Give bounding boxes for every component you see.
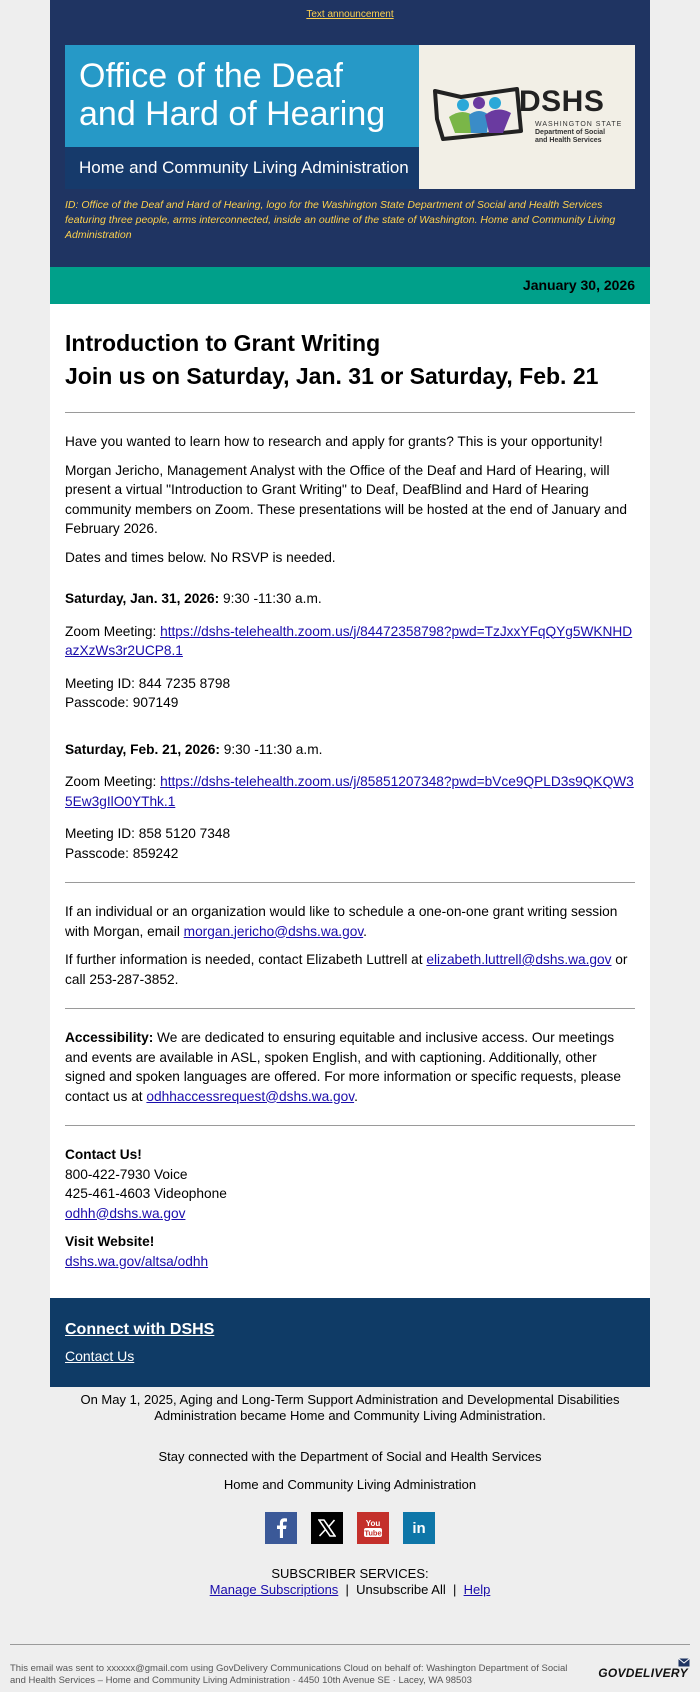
date-band: January 30, 2026	[50, 267, 650, 304]
description-text: Morgan Jericho, Management Analyst with the Office of the Deaf and Hard of Hearing, will present a virtual "Introduction to Grant Writing" to Deaf, DeafBlind and Hard of Hearing community members on Zoom. These presentations will be hosted at the end of January and February 2026.	[65, 462, 627, 536]
header	[50, 0, 650, 267]
accessibility-text: Accessibility: We are dedicated to ensuring equitable and inclusive access. Our meetings and events are available in ASL, spoken English, and with captioning. Additionally, other signed and spoken languages are offered. For more information or specific requests, please contact us at odhhaccessrequest@dshs.wa.gov.	[65, 1030, 621, 1104]
session-2-zoom-link[interactable]: https://dshs-telehealth.zoom.us/j/85851207348?pwd=bVce9QPLD3s9QKQW35Ew3gIlO0YThk.1	[65, 774, 634, 809]
subscriber-services: SUBSCRIBER SERVICES: Manage Subscriptions | Unsubscribe All | Help	[0, 1566, 700, 1598]
morgan-email-link[interactable]: morgan.jericho@dshs.wa.gov	[183, 923, 364, 939]
washington-people-logo-icon	[431, 83, 527, 143]
facebook-icon[interactable]	[265, 1512, 297, 1544]
youtube-icon[interactable]	[357, 1512, 389, 1544]
page-title: Introduction to Grant Writing	[65, 330, 381, 356]
website-block	[65, 1232, 635, 1271]
website-link[interactable]: dshs.wa.gov/altsa/odhh	[65, 1253, 209, 1269]
email-container	[50, 0, 650, 1387]
elizabeth-email-link[interactable]: elizabeth.luttrell@dshs.wa.gov	[426, 952, 612, 967]
contact-voice: 800-422-7930 Voice	[65, 1166, 188, 1182]
session-1-zoom: Zoom Meeting: https://dshs-telehealth.zoom.us/j/84472358798?pwd=TzJxxYFqQYg5WKNHDazXzWs3r2UCP8.1	[65, 623, 633, 658]
contact-videophone: 425-461-4603 Videophone	[65, 1186, 227, 1201]
divider	[65, 882, 635, 883]
admin-note: On May 1, 2025, Aging and Long-Term Support Administration and Developmental Disabilities Administration became Home and Community Living Administration.	[80, 1392, 620, 1423]
contact-email-link[interactable]: odhh@dshs.wa.gov	[65, 1205, 186, 1221]
image-caption: ID: Office of the Deaf and Hard of Hearing, logo for the Washington State Department of Social and Health Services featuring three people, arms interconnected, inside an outline of the state of Washington. Home and Community Living Administration	[65, 199, 616, 241]
contact-us-link[interactable]: Contact Us	[65, 1348, 135, 1364]
odhh-banner	[65, 45, 635, 189]
banner-title: Office of the Deaf and Hard of Hearing	[79, 57, 386, 133]
x-icon[interactable]	[311, 1512, 343, 1544]
manage-subscriptions-link[interactable]: Manage Subscriptions	[209, 1582, 339, 1597]
fineprint: This email was sent to xxxxxx@gmail.com using GovDelivery Communications Cloud on behalf of: Washington Department of Social and Health Services – Home and Community Living Administration · 4450 10th Avenue SE · Lacey, WA 98503	[10, 1663, 568, 1686]
divider	[65, 1008, 635, 1009]
svg-text:in: in	[412, 1520, 426, 1537]
text-announcement-link[interactable]: Text announcement	[306, 9, 394, 20]
session-2-datetime: Saturday, Feb. 21, 2026: 9:30 -11:30 a.m.	[65, 741, 323, 757]
session-1-zoom-link[interactable]: https://dshs-telehealth.zoom.us/j/84472358798?pwd=TzJxxYFqQYg5WKNHDazXzWs3r2UCP8.1	[65, 623, 633, 658]
page-footer	[0, 1392, 700, 1598]
banner-subtitle: Home and Community Living Administration	[65, 147, 419, 189]
dates-note: Dates and times below. No RSVP is needed.	[65, 549, 336, 565]
govdelivery-logo: GOVDELIVERY	[598, 1666, 688, 1680]
further-info-text: If further information is needed, contact Elizabeth Luttrell at elizabeth.luttrell@dshs.wa.gov or call 253-287-3852.	[65, 952, 628, 987]
one-on-one-text: If an individual or an organization would like to schedule a one-on-one grant writing session with Morgan, email morgan.jericho@dshs.wa.gov.	[65, 904, 618, 939]
svg-text:You: You	[365, 1519, 381, 1528]
page-subtitle: Join us on Saturday, Jan. 31 or Saturday, Feb. 21	[65, 363, 599, 389]
envelope-icon	[678, 1658, 690, 1668]
access-email-link[interactable]: odhhaccessrequest@dshs.wa.gov	[146, 1088, 355, 1104]
divider	[10, 1644, 690, 1645]
contact-heading: Contact Us!	[65, 1147, 142, 1162]
social-links	[0, 1512, 700, 1544]
contact-block	[65, 1145, 635, 1223]
connect-footer	[50, 1298, 650, 1387]
session-1-meeting-info: Meeting ID: 844 7235 8798 Passcode: 907149	[65, 675, 231, 710]
session-2-zoom: Zoom Meeting: https://dshs-telehealth.zoom.us/j/85851207348?pwd=bVce9QPLD3s9QKQW35Ew3gIlO0YThk.1	[65, 774, 634, 809]
main-content	[50, 304, 650, 1298]
dshs-logo: DSHS WASHINGTON STATE Department of Social and Health Services	[419, 45, 635, 189]
website-heading: Visit Website!	[65, 1234, 155, 1249]
connect-heading-link[interactable]: Connect with DSHS	[65, 1321, 215, 1338]
divider	[65, 1125, 635, 1126]
linkedin-icon[interactable]	[403, 1512, 435, 1544]
subscriber-services-label: SUBSCRIBER SERVICES:	[271, 1566, 429, 1581]
svg-text:Tube: Tube	[364, 1528, 382, 1538]
logo-dshs-text: DSHS	[519, 85, 605, 118]
hcla-text: Home and Community Living Administration	[223, 1477, 477, 1492]
session-1-datetime: Saturday, Jan. 31, 2026: 9:30 -11:30 a.m.	[65, 591, 322, 606]
divider	[65, 412, 635, 413]
help-link[interactable]: Help	[463, 1582, 491, 1597]
stay-connected-text: Stay connected with the Department of Social and Health Services	[158, 1449, 542, 1464]
unsubscribe-all-text: Unsubscribe All	[356, 1582, 446, 1597]
intro-text: Have you wanted to learn how to research and apply for grants? This is your opportunity!	[65, 434, 603, 449]
session-2-meeting-info: Meeting ID: 858 5120 7348 Passcode: 859242	[65, 826, 231, 861]
